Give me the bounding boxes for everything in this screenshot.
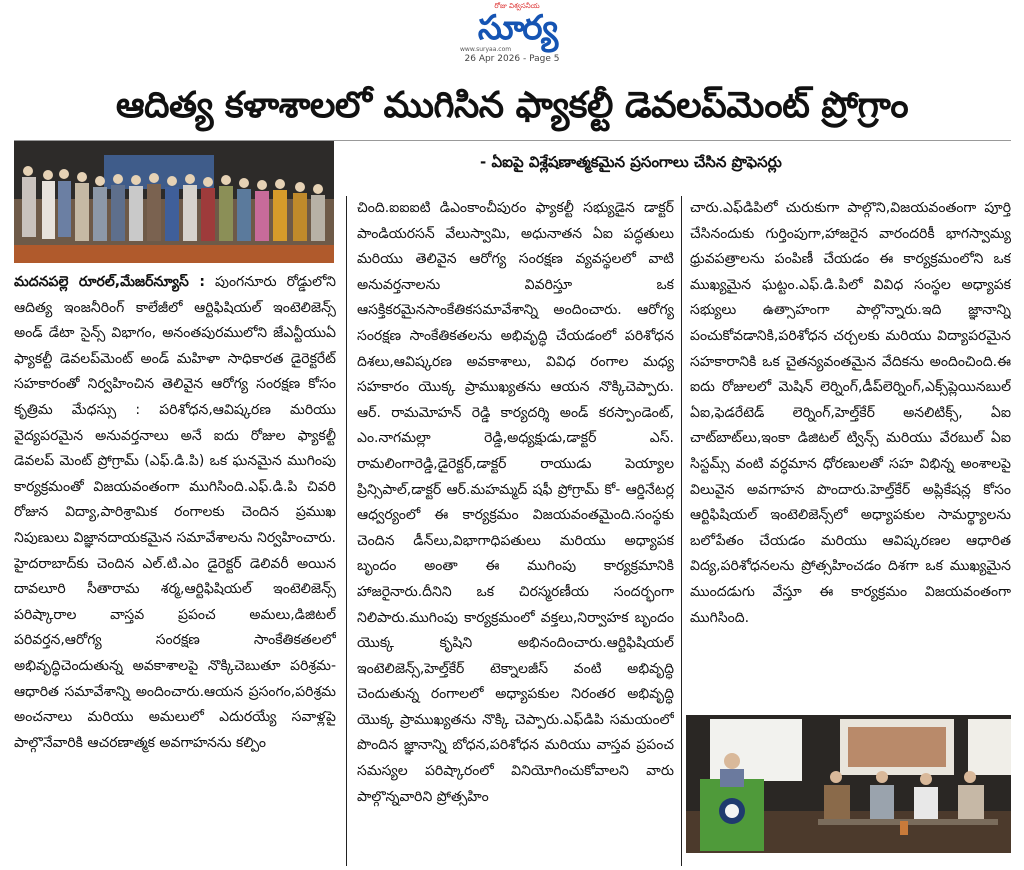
column-divider-2 [681, 196, 682, 866]
article-column-2-text: చింది.ఐఐఐటి డిఎంకాంచీపురం ఫ్యాకల్టీ సభ్యుడైన డాక్టర్ పాండియరసన్ వేలుస్వామి, అధునాతన ఏఐ పద్ధతులు మరియు తెలివైన ఆరోగ్య సంరక్షణ వ్యవస్థలలో వాటి అనువర్తనాలను వివరిస్తూ ఒక ఆసక్తికరమైనసాంకేతికసమావేశాన్ని అందించారు. ఆరోగ్య సంరక్షణ సాంకేతికతలను అభివృద్ధి చేయడంలో పరిశోధన దిశలు,ఆవిష్కరణ అవకాశాలు, వివిధ రంగాల మధ్య సహకారం యొక్క ప్రాముఖ్యతను ఆయన నొక్కిచెప్పారు. ఆర్. రామమోహన్ రెడ్డి కార్యదర్శి అండ్ కరస్పాండెంట్, ఎం.నాగమల్లా రెడ్డి,అధ్యక్షుడు,డాక్టర్ ఎస్. రామలింగారెడ్డి,డైరెక్టర్,డాక్టర్ రాయుడు పెయ్యాల ప్రిన్సిపాల్,డాక్టర్ ఆర్.మహమ్మద్ షఫీ ప్రోగ్రామ్ కో- ఆర్డినేటర్ల ఆధ్వర్యంలో ఈ కార్యక్రమం విజయవంతమైంది.సంస్థకు చెందిన డీన్‌లు,విభాగాధిపతులు మరియు అధ్యాపక బృందం అంతా ఈ ముగింపు కార్యక్రమానికి హాజరైనారు.దీనిని ఒక చిరస్మరణీయ సందర్భంగా నిలిపారు.ముగింపు కార్యక్రమంలో వక్తలు,నిర్వాహక బృందం యొక్క కృషిని అభినందించారు.ఆర్టిఫిషియల్ ఇంటెలిజెన్స్,హెల్త్‌కేర్ టెక్నాలజీస్ వంటి అభివృద్ధి చెందుతున్న రంగాలలో అధ్యాపకుల నిరంతర అభివృద్ధి యొక్క ప్రాముఖ్యతను నొక్కి చెప్పారు.ఎఫ్‌డిపి సమయంలో పొందిన జ్ఞానాన్ని బోధన,పరిశోధన మరియు వాస్తవ ప్రపంచ సమస్యల పరిష్కారంలో వినియోగించుకోవాలని వారు పాల్గొన్నవారిని ప్రోత్సహిం [357, 200, 674, 805]
column-divider-1 [346, 196, 347, 866]
logo-url[interactable]: www.suryaa.com [460, 46, 512, 53]
newspaper-logo[interactable] [452, 2, 582, 52]
issue-date-page: 26 Apr 2026 - Page 5 [464, 54, 560, 64]
article-column-3 [690, 196, 1011, 708]
stage-photo-illustration [686, 715, 1011, 853]
group-photo [14, 141, 334, 263]
article-column-1-text: పుంగనూరు రోడ్డులోని ఆదిత్య ఇంజనీరింగ్ కాలేజీలో ఆర్టిఫిషియల్ ఇంటెలిజెన్స్ అండ్ డేటా సైన్స్ విభాగం, అనంతపురములోని జేఎన్టీయుఏ ఫ్యాకల్టీ డెవలప్‌మెంట్ అండ్ మహిళా సాధికారత డైరెక్టరేట్ సహకారంతో నిర్వహించిన తెలివైన ఆరోగ్య సంరక్షణ కోసం కృత్రిమ మేధస్సు : పరిశోధన,ఆవిష్కరణ మరియు వైద్యపరమైన అనువర్తనాలు అనే ఐదు రోజుల ఫ్యాకల్టీ డెవలప్ మెంట్ ప్రోగ్రామ్ (ఎఫ్.డి.పి) ఒక ఘనమైన ముగింపు కార్యక్రమంతో విజయవంతంగా ముగిసింది.ఎఫ్.డి.పి చివరి రోజున విద్యా,పారిశ్రామిక రంగాలకు చెందిన ప్రముఖ నిపుణులు విజ్ఞానదాయకమైన సమావేశాలను నిర్వహించారు. హైదరాబాద్‌కు చెందిన ఎల్.టి.ఎం డైరెక్టర్ డెలివరీ అయిన దావలూరి సీతారామ శర్మ,ఆర్టిఫిషియల్ ఇంటెలిజెన్స్ పరిష్కారాల వాస్తవ ప్రపంచ అమలు,డిజిటల్ పరివర్తన,ఆరోగ్య సంరక్షణ సాంకేతికతలలో అభివృద్ధిచెందుతున్న అవకాశాలపై నొక్కిచెబుతూ పరిశ్రమ-ఆధారిత సమావేశాన్ని అందించారు.ఆయన ప్రసంగం,పరిశ్రమ అంచనాలు మరియు అమలులో ఎదురయ్యే సవాళ్లపై పాల్గొనేవారికి ఆచరణాత్మక అవగాహనను కల్పిం [14, 274, 336, 751]
article-column-3-text: చారు.ఎఫ్‌డిపిలో చురుకుగా పాల్గొని,విజయవంతంగా పూర్తి చేసినందుకు గుర్తింపుగా,హాజరైన వారందరికీ భాగస్వామ్య ధ్రువపత్రాలను పంపిణీ చేయడం ఈ కార్యక్రమంలోని ఒక ముఖ్యమైన ఘట్టం.ఎఫ్.డి.పిలో వివిధ సంస్థల అధ్యాపక సభ్యులు ఉత్సాహంగా పాల్గొన్నారు.ఇది జ్ఞానాన్ని పంచుకోవడానికి,పరిశోధన చర్చలకు మరియు విద్యాపరమైన సహకారానికి ఒక చైతన్యవంతమైన వేదికను అందించింది.ఈ ఐదు రోజులలో మెషిన్ లెర్నింగ్,డీప్‌లెర్నింగ్,ఎక్స్‌ప్లెయినబుల్ ఏఐ,ఫెడరేటెడ్ లెర్నింగ్,హెల్త్‌కేర్ అనలిటిక్స్, ఏఐ చాట్‌బాట్‌లు,ఇంకా డిజిటల్ ట్విన్స్ మరియు వేరబుల్ ఏఐ సిస్టమ్స్ వంటి వర్ధమాన ధోరణులతో సహ విభిన్న అంశాలపై విలువైన అవగాహన పొందారు.హెల్త్‌కేర్ అప్లికేషన్ల కోసం ఆర్టిఫిషియల్ ఇంటెలిజెన్స్‌లో అధ్యాపకుల సామర్థ్యాలను బలోపేతం చేయడం మరియు ఆవిష్కరణల ఆధారిత విద్య,పరిశోధనలను ప్రోత్సహించడం దిశగా ఒక ముఖ్యమైన ముందడుగు వేస్తూ ఈ కార్యక్రమం విజయవంతంగా ముగిసింది. [690, 200, 1011, 626]
group-photo-illustration [14, 141, 334, 263]
stage-photo [686, 715, 1011, 853]
article-dateline: మదనపల్లె రూరల్,మేజర్‌న్యూస్ : [14, 274, 205, 290]
logo-tagline: రోజు విశ్వసనీయ [494, 2, 540, 10]
masthead [0, 0, 1024, 70]
article-column-2 [357, 196, 674, 868]
article-headline: ఆదిత్య కళాశాలలో ముగిసిన ఫ్యాకల్టీ డెవలప్‌మెంట్ ప్రోగ్రాం [115, 85, 909, 126]
logo-wordmark: సూర్య [477, 8, 557, 48]
article-subheadline: - ఏఐపై విశ్లేషణాత్మకమైన ప్రసంగాలు చేసిన ప్రొఫెసర్లు [480, 153, 782, 171]
article-column-1 [14, 270, 336, 868]
